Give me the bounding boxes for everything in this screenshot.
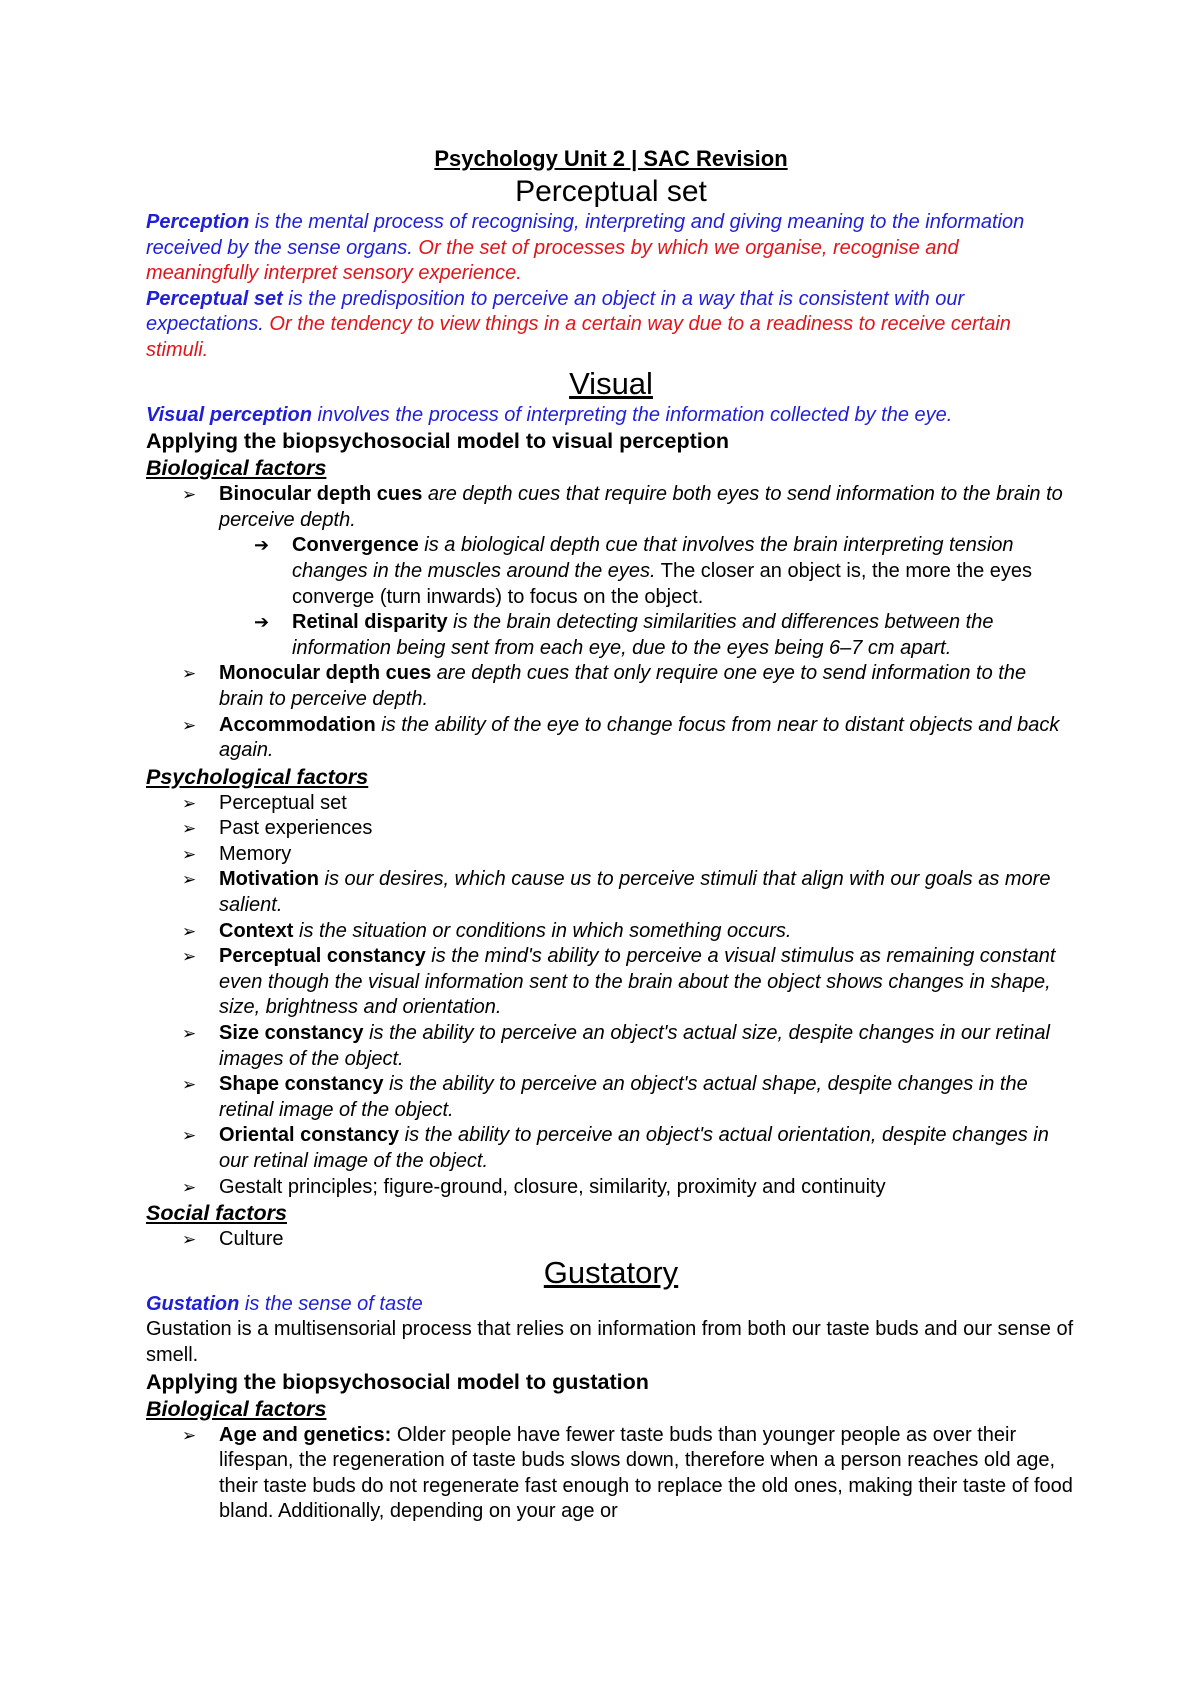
list-item: ➢ Perceptual constancy is the mind's ability to perceive a visual stimulus as remaining constant even though the visual information sent to the brain about the object shows changes in shape, size, brightness and orientation. xyxy=(182,945,1056,1019)
visual-social-list xyxy=(146,1227,1076,1253)
gustatory-biological-list xyxy=(146,1423,1076,1525)
heading-gustatory: Gustatory xyxy=(543,1254,679,1290)
arrowhead-bullet-icon: ➢ xyxy=(182,947,197,967)
gustation-paragraph: Gustation is a multisensorial process that relies on information from both our taste buds and our sense of smell. xyxy=(146,1318,1074,1366)
list-item: ➔ Convergence is a biological depth cue that involves the brain interpreting tension changes in the muscles around the eyes. The closer an object is, the more the eyes converge (turn inwards) to focus on the object. xyxy=(254,534,1033,608)
arrowhead-bullet-icon: ➢ xyxy=(182,664,197,684)
perceptual-set-definition: Perceptual set is the predisposition to perceive an object in a way that is consistent with our expectations. Or the tendency to view things in a certain way due to a readiness to receive certain stimuli. xyxy=(146,287,1011,361)
list-item: ➢ Context is the situation or conditions in which something occurs. xyxy=(146,919,1076,945)
list-item: ➢ Oriental constancy is the ability to perceive an object's actual orientation, despite changes in our retinal image of the object. xyxy=(182,1124,1049,1172)
list-item: ➔ Retinal disparity is the brain detecting similarities and differences between the information being sent from each eye, due to the eyes being 6–7 cm apart. xyxy=(254,611,994,659)
list-item: ➢ Gestalt principles; figure-ground, closure, similarity, proximity and continuity xyxy=(146,1175,1076,1201)
arrowhead-bullet-icon: ➢ xyxy=(182,1024,197,1044)
arrowhead-bullet-icon: ➢ xyxy=(182,793,197,813)
visual-psychological-list xyxy=(146,791,1076,1201)
list-item: ➢ Memory xyxy=(146,842,1076,868)
list-item: ➢ Perceptual set xyxy=(146,791,1076,817)
list-item: ➢ Age and genetics: Older people have fewer taste buds than younger people as over their lifespan, the regeneration of taste buds slows down, therefore when a person reaches old age, their taste buds do not regenerate fast enough to replace the old ones, making their taste of food bland. Additionally, depending on your age or xyxy=(182,1423,1073,1523)
visual-biological-heading: Biological factors xyxy=(146,456,327,481)
arrowhead-bullet-icon: ➢ xyxy=(182,715,197,735)
gustation-definition: Gustation is the sense of taste xyxy=(146,1292,423,1315)
arrowhead-bullet-icon: ➢ xyxy=(182,819,197,839)
arrowhead-bullet-icon: ➢ xyxy=(182,844,197,864)
list-item: ➢ Size constancy is the ability to perceive an object's actual size, despite changes in our retinal images of the object. xyxy=(182,1022,1050,1070)
list-item: ➢ Accommodation is the ability of the eye to change focus from near to distant objects and back again. xyxy=(182,713,1060,762)
heading-perceptual-set: Perceptual set xyxy=(515,175,707,208)
list-item: ➢ Shape constancy is the ability to perceive an object's actual shape, despite changes in the retinal image of the object. xyxy=(182,1073,1028,1121)
arrowhead-bullet-icon: ➢ xyxy=(182,921,197,941)
visual-biological-list xyxy=(146,482,1076,764)
arrow-bullet-icon: ➔ xyxy=(254,612,270,633)
arrowhead-bullet-icon: ➢ xyxy=(182,1075,197,1095)
visual-model-heading: Applying the biopsychosocial model to visual perception xyxy=(146,429,729,454)
list-item: ➢ Motivation is our desires, which cause us to perceive stimuli that align with our goals as more salient. xyxy=(182,868,1051,917)
arrowhead-bullet-icon: ➢ xyxy=(182,1177,197,1197)
gustatory-biological-heading: Biological factors xyxy=(146,1396,327,1421)
heading-visual: Visual xyxy=(569,365,653,401)
visual-psychological-heading: Psychological factors xyxy=(146,764,369,789)
list-item: ➢ Past experiences xyxy=(146,816,1076,842)
arrowhead-bullet-icon: ➢ xyxy=(182,1230,197,1250)
document-page xyxy=(146,145,1076,1525)
gustatory-model-heading: Applying the biopsychosocial model to gustation xyxy=(146,1369,649,1394)
arrow-bullet-icon: ➔ xyxy=(254,535,270,556)
list-item: ➢ Monocular depth cues are depth cues that only require one eye to send information to the brain to perceive depth. xyxy=(182,662,1027,710)
perception-definition: Perception is the mental process of recognising, interpreting and giving meaning to the information received by the sense organs. Or the set of processes by which we organise, recognise and meaningfully interpret sensory experience. xyxy=(146,211,1025,285)
visual-social-heading: Social factors xyxy=(146,1201,287,1226)
arrowhead-bullet-icon: ➢ xyxy=(182,870,197,890)
list-item: ➢ Binocular depth cues are depth cues that require both eyes to send information to the brain to perceive depth. xyxy=(182,483,1063,531)
arrowhead-bullet-icon: ➢ xyxy=(182,1126,197,1146)
list-item: ➢ Culture xyxy=(146,1227,1076,1253)
arrowhead-bullet-icon: ➢ xyxy=(182,1425,197,1445)
document-title: Psychology Unit 2 | SAC Revision xyxy=(434,146,788,171)
arrowhead-bullet-icon: ➢ xyxy=(182,485,197,505)
visual-perception-definition: Visual perception involves the process of interpreting the information collected by the eye. xyxy=(146,403,953,426)
